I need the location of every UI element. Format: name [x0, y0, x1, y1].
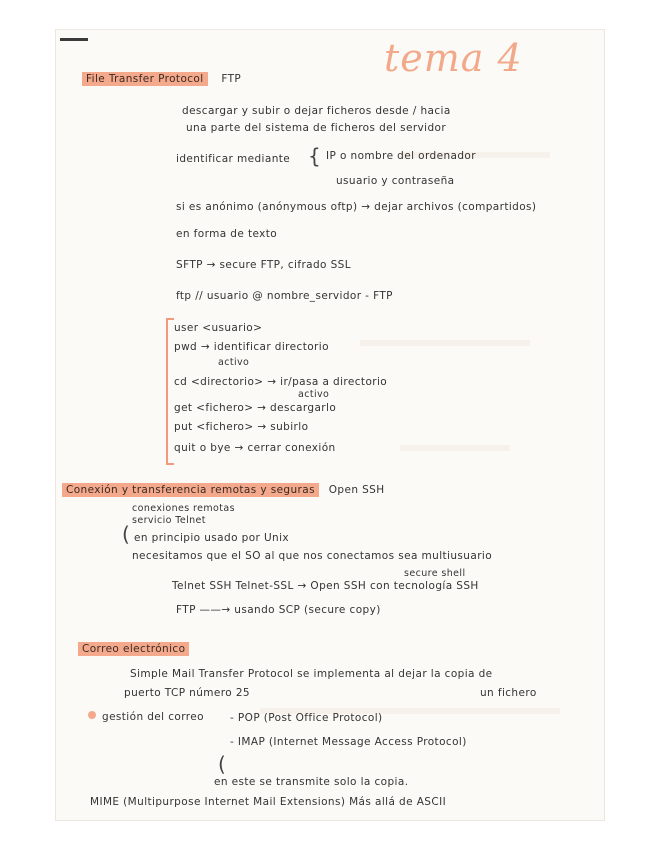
bleed-through-mark [360, 340, 530, 346]
ssh-line: FTP ——→ usando SCP (secure copy) [176, 604, 381, 616]
ssh-heading [62, 484, 385, 496]
ssh-line: conexiones remotas [132, 503, 235, 514]
mail-line: puerto TCP número 25 [124, 687, 250, 699]
bleed-through-mark [400, 445, 510, 451]
brace-icon: ( [122, 522, 130, 546]
section-highlight: Conexión y transferencia remotas y seguras [62, 483, 319, 497]
ssh-line: secure shell [404, 568, 466, 579]
command-line: get <fichero> → descargarlo [174, 402, 337, 414]
ftp-heading [82, 73, 241, 85]
command-line: cd <directorio> → ir/pasa a directorio [174, 376, 388, 388]
ftp-line: ftp // usuario @ nombre_servidor - FTP [176, 290, 393, 302]
mail-line: - IMAP (Internet Message Access Protocol) [230, 736, 467, 748]
scan-mark [60, 38, 88, 41]
ssh-line: necesitamos que el SO al que nos conectamos sea multiusuario [132, 550, 493, 562]
mail-line: en este se transmite solo la copia. [214, 776, 409, 788]
ftp-line: identificar mediante [176, 153, 291, 165]
ftp-acronym: FTP [221, 73, 242, 85]
ssh-line: Telnet SSH Telnet-SSL → Open SSH con tecnología SSH [172, 580, 479, 592]
notebook-page [56, 30, 604, 820]
mail-line: un fichero [480, 687, 537, 699]
ssh-line: en principio usado por Unix [134, 532, 290, 544]
ftp-line: SFTP → secure FTP, cifrado SSL [176, 259, 352, 271]
command-line: user <usuario> [174, 322, 263, 334]
command-line: activo [218, 357, 250, 368]
ftp-line: una parte del sistema de ficheros del servidor [186, 122, 447, 134]
command-line: put <fichero> → subirlo [174, 421, 309, 433]
mail-heading [78, 643, 189, 655]
ftp-line: IP o nombre del ordenador [326, 150, 476, 162]
section-highlight: Correo electrónico [78, 642, 189, 656]
ssh-tag: Open SSH [328, 484, 385, 496]
bullet-dot-icon [88, 711, 96, 719]
command-bracket [166, 318, 174, 465]
section-highlight: File Transfer Protocol [82, 72, 208, 86]
ftp-line: usuario y contraseña [336, 175, 455, 187]
mail-line: gestión del correo [102, 711, 204, 723]
ftp-line: si es anónimo (anónymous oftp) → dejar archivos (compartidos) [176, 201, 537, 213]
mail-line: Simple Mail Transfer Protocol se implementa al dejar la copia de [130, 668, 493, 680]
command-line: quit o bye → cerrar conexión [174, 442, 336, 454]
brace-icon: { [308, 144, 321, 168]
mail-line: - POP (Post Office Protocol) [230, 712, 383, 724]
ftp-line: descargar y subir o dejar ficheros desde / hacia [182, 105, 451, 117]
ftp-line: en forma de texto [176, 228, 278, 240]
brace-icon: ( [218, 752, 226, 776]
page-title: tema 4 [384, 36, 523, 80]
ssh-line: servicio Telnet [132, 515, 206, 526]
mail-line: MIME (Multipurpose Internet Mail Extensions) Más allá de ASCII [90, 796, 447, 808]
command-line: pwd → identificar directorio [174, 341, 329, 353]
command-line: activo [298, 389, 330, 400]
